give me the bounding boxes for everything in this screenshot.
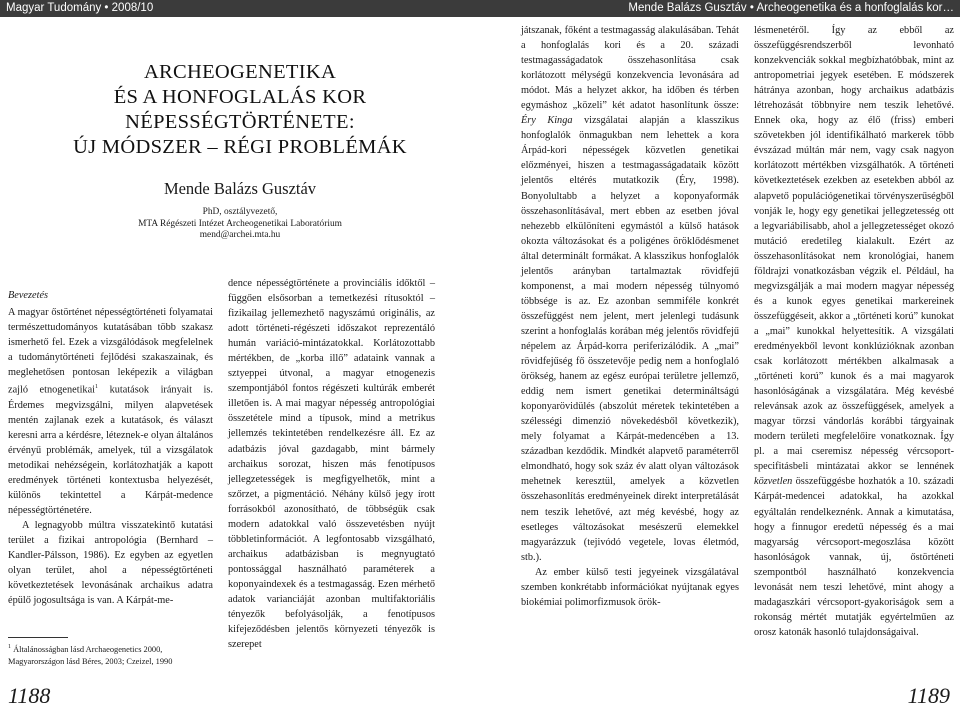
footnote: $^1$ Általánosságban lásd Archaeogenetics 2000, Magyarországon lásd Béres, 2003; Czeizel, 1990	[8, 644, 173, 666]
author-affiliation	[0, 207, 480, 242]
title-line-4: ÚJ MÓDSZER – RÉGI PROBLÉMÁK	[73, 136, 407, 158]
text-column-4	[754, 23, 954, 640]
footnote-ref: 1	[95, 384, 99, 391]
paragraph-genetics: lésmenetéről. Így az ebből az összefüggésrendszerből levonható konzekvenciák sokkal megbízhatóbbak, mint az antropometriai jegyek esetében. E módszerek hátránya azonban, hogy archaikus adatbázis létrehozását többnyire nem teszik lehetővé. Ennek oka, hogy az élő (friss) emberi szövetekben jól identifikálható markerek több évszázad múltán már nem, vagy csak nagyon korlátozott mértékben vizsgálhatók. A történeti következtetések ezekben az esetekben abból az alapvető populációgenetikai törvényszerűségből vonják le, hogy egy genetikai jellegzetesség ott a legvariábilisabb, ahol a jellegzetességet okozó mutáció eredetileg kialakult. Ezért az összehasonlításokat nem kronológiai, hanem földrajzi vonatkozásban végzik el. Például, ha megvizsgálják a mai modern magyar népesség és a kunok egyes genetikai markereinek összefüggéseit, akkor a „történeti korú” kunokat a „mai” kunokkal helyettesítik. A vizsgálati eredményekből levont konklúzióknak azonban csak korlátozott mértékben alkalmasak a „történeti korú” kunok és a mai magyarok hasonlóságának a vizsgálatára. Még kevésbé relevánsak azok az összefüggések, amelyek a magyar törzsi vándorlás korábbi tárgyainak modern területi megfelelőire vonatkoznak. Így pl. a mai cseremisz népesség vércsoport-specifitásbeli mintázatai akkor se lennének közvetlen összefüggésbe hozhatók a 10. századi Kárpát-medencei adatokkal, ha azokkal egyáltalán rendelkeznénk. Annak a kimutatása, hogy a finnugor eredetű népesség és a mai magyarság vércsoport-megoszlása között hasonlóságok vannak, új, őstörténeti szempontból használható konzekvencia levonását nem teszi lehetővé, mint ahogy a madagaszkári vércsoport-gyakoriságok sem a rokonság mértét mutatják egyértelműen az orosz katonák hasonló tulajdonságaival.	[754, 25, 954, 638]
paragraph-anthropology: A legnagyobb múltra visszatekintő kutatási terület a fizikai antropológia (Bernhard – Kandler-Pálsson, 1986). Ez egyben az egyetlen olyan terület, ahol a népességtörténeti következtetések levonásának archaikus adatra épülő jogosultsága is van. A Kárpát-me-	[8, 520, 213, 607]
affiliation-role: PhD, osztályvezető,	[202, 207, 278, 217]
affiliation-email: mend@archei.mta.hu	[199, 230, 281, 240]
running-header-left: Magyar Tudomány • 2008/10	[0, 0, 480, 17]
footnote-mark: 1	[8, 644, 11, 650]
paragraph-intro: A magyar őstörténet népességtörténeti folyamatai természettudományos kutatásában több szakasz ismerhető fel. Ezek a vizsgálódások megfelelnek a tudománytörténeti fejlődési szakaszainak, és meglehetősen pontosan leképezik a világban zajló etnogenetikai$^1$ kutatások irányait is. Érdemes megvizsgálni, milyen alapvetések mentén zajlanak ezek a kutatások, és választ keresni arra a kérdésre, léteznek-e olyan általános érvényű problémák, amelyek, túl a vizsgálatok metodikai nehézségein, korlátozhatják a kapott eredmények történeti kontextusba helyezését, különös tekintettel a Kárpát-medence népességtörténetére.	[8, 307, 214, 517]
paragraph-height: játszanak, főként a testmagasság alakulásában. Tehát a honfoglalás kori és a 20. századi testmagasságadatok összehasonlítása csak korlátozott mélységű konzekvencia levonására ad módot. Más a helyzet akkor, ha időben és térben egymáshoz „közeli” két adatot hasonlítunk össze: Éry Kinga vizsgálatai alapján a klasszikus honfoglalók önmagukban nem lehettek a kora Árpád-kori népességek közvetlen genetikai előzményei, hiszen a testmagasságadataik között jelentős eltérés mutatkozik (Éry, 1998). Bonyolultabb a helyzet a koponyaformák összehasonlításával, mert ebben az esetben jóval nehezebb elkülöníteni egymástól a külső hatások okozta változásokat és a poligénes öröklődésmenet által determinált formákat. A klasszikus honfoglalók jelentős arányban tartalmaztak rövidfejű komponenst, a mai modern népesség túlnyomó többsége is az. Ez azonban semmiféle konkrét összefüggést nem jelent, mert jelenlegi tudásunk szerint a honfoglalás korában még jelentős rövidfejű népelem az Árpád-korra periferizálódik. A „mai” rövidfejűség fő összetevője pedig nem a honfoglaló örökség, hanem az egész európai területre jellemző, eddig nem ismert genetikai determináltságú koponyarövidülés (abszolút méretek tekintetében a szélességi dimenzió növekedésből következik), mely folyamat a Kárpát-medencében a 13. században kezdődik. Mindkét alapvető paraméterről elmondható, hogy sok száz év alatt olyan változások mehetnek keresztül, amelyek a közvetlen összehasonlítás eredményeinek direkt interpretálását nem teszik lehetővé, azt még kevésbé, hogy az esetleges változásokat mesészerű elemekkel magyarázzuk (tejivódó vegetele, lovas életmód, stb.).	[521, 25, 739, 563]
title-line-3: NÉPESSÉGTÖRTÉNETE:	[125, 111, 355, 133]
section-heading: Bevezetés	[8, 290, 49, 301]
running-header-right: Mende Balázs Gusztáv • Archeogenetika és a honfoglalás kor…	[480, 0, 960, 17]
author-citation: Éry Kinga	[521, 115, 573, 127]
text-column-2	[228, 276, 435, 652]
paragraph-biochemical: Az ember külső testi jegyeinek vizsgálatával szemben konkrétabb információkat nyújtanak egyes biokémiai polimorfizmusok örök-	[521, 566, 739, 608]
emphasis-word: közvetlen	[754, 476, 793, 488]
text-column-3	[521, 23, 739, 610]
paragraph-population: dence népességtörténete a provinciális időktől – függően elsősorban a temetkezési rítusoktól – fizikailag jellemezhető nagyszámú originális, az adott történeti-régészeti időszakot reprezentáló humán variáció-mintázatokkal. Korlátozottabb mértékben, de „korba illő” adataink vannak a sztyeppei útvonal, a magyar etnogenezis szempontjából fontos régészeti kultúrák emberét illetően is. A mai magyar népesség antropológiai összetétele mind a típusok, mind a metrikus jellemzés tekintetében rendelkezésre áll. Ez az adatbázis jóval gazdagabb, mint bármely archaikus sorozat, hiszen más fenotípusos jellegzetességek is megfigyelhetők, mint a szőrzet, a pigmentáció. Néhány külső jegy írott forrásokból azonosítható, de többségük csak modern adatokkal való összevetésben nyújt többletinformációt. A legfontosabb vizsgálható, archaikus adatbázisban is megnyugtató pontossággal használható paraméterek a koponyaindexek és a testmagasság. Ezen mérhető adatok varianciáját azonban multifaktoriális tényezők befolyásolják, a fenotípusos kifejeződésben jelentős környezeti tényezők is szerepet	[228, 278, 435, 651]
title-line-1: ARCHEOGENETIKA	[143, 61, 337, 83]
author-name: Mende Balázs Gusztáv	[163, 179, 317, 198]
page-number-left: 1188	[8, 683, 51, 708]
affiliation-institute: MTA Régészeti Intézet Archeogenetikai Laboratórium	[138, 218, 342, 229]
page-number-right: 1189	[907, 683, 950, 708]
text-column-1	[8, 288, 213, 608]
footnote-divider	[8, 637, 68, 638]
title-line-2: ÉS A HONFOGLALÁS KOR	[113, 86, 367, 108]
article-title	[0, 60, 480, 160]
